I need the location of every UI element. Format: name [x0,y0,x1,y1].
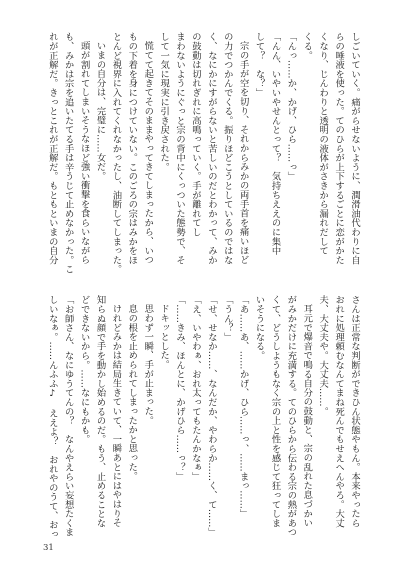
text-column: ドキッとした。 [158,304,170,370]
dialogue-column: 「あ……あ、……かげ、ひら……っ、……まっ……」 [237,295,249,519]
text-column: けれどみかは結局生きていて、一瞬あとにはやはりそ [110,304,122,528]
text-column: さんは正常な判断ができひん状態やもん。本来やったら [349,295,360,528]
text-column: どできないから。……なにもかも。 [78,295,90,444]
text-column: れが正解だ。きっとこれが正解だ。もともといまの自分 [46,32,58,265]
text-column: いまの自分は、完璧に……女だ。 [94,41,106,181]
text-column: の力でつかんでくる。振りほどこうとしているのではな [221,32,233,265]
text-column: 頭が割れてしまいそうなほど強い衝撃を食らいながら [78,41,90,265]
dialogue-column: 「んん、いやいやせんとって？ 気持ちええのに集中 [269,32,281,256]
text-column: しごいていく。痛がらせないように、潤滑油代わりに自 [349,32,360,265]
text-column: おれに処理頼むなんてまね死んでもせえへんやろ。大丈 [333,295,345,528]
text-column: 耳元で爆音で鳴る自分の鼓動と、宗の乱れた息づかい [301,304,313,528]
text-column: もの下着を身につけていない。このごろの宗はみかをほ [126,32,138,265]
dialogue-column: 「お師さん、なにゆうてんの？ なんやえらい妄想たくま [62,295,74,537]
text-column: くて、どうしようもなく宗の上と性を感じて狂ってしま [269,295,281,528]
page-number: 31 [43,543,54,553]
dialogue-column: 「んっ……か、かげ、ひら……っ」 [285,32,297,181]
text-column: して一気に現実に引き戻された。 [158,32,170,172]
bottom-text-block [42,295,362,543]
text-column: 知らぬ顔で手を動かし始めるのだ。もう、止めることな [94,295,106,528]
text-column: 慌てて起きてそのままやってきてしまったから、いつ [142,41,154,265]
text-column: 宗の手が空を切り、それからみかの両手首を痛いほど [237,41,249,265]
dialogue-column: して？ な？」 [253,32,265,98]
text-column: も、みかは宗を追いたてる手は辛うじて止めなかった。こ [62,32,74,274]
text-column: らの唾液を使った。てのひらが上下するごとに恋がかた [333,32,345,265]
dialogue-column: 「うん？」 [221,295,233,342]
text-column: いそうになる。 [253,295,265,361]
text-column: 夫、大丈夫や。大丈夫……。 [317,295,329,416]
text-column: まわないようにぐっと宗の背中にくっついた態勢で、そ [174,32,186,265]
dialogue-column: 「え、いやわぁ、おれ太ってもたんかなぁ」 [189,295,201,481]
text-column: くる。 [301,32,313,60]
text-column: く、なにかにすがらないと苦しいのだとわかって、みか [205,32,217,265]
dialogue-column: 「せ、せなか……、なんだか、やわらか……く、て……」 [205,295,217,537]
text-column: とんど視界に入れてくれなかったし、油断してしまった。 [110,32,122,274]
text-column: がみかだけに充満する。てのひらから伝わる宗の熱があつ [285,295,297,537]
text-column: の鼓動は切れぎれに高鳴っていく。手が離れてし [189,32,201,237]
text-column: 息の根を止められてしまったかと思った。 [126,304,138,481]
dialogue-column: 「……きみ、ほんとに、かげひら……っ？」 [174,295,186,481]
dialogue-column: しいなぁ。……んふふ♪ ええよ？ おれやのうて、おっ [46,295,58,539]
text-column: 思わず一瞬、手が止まった。 [142,304,154,426]
top-text-block [42,32,362,280]
text-column: くなり、じんわりと透明の液体がさきから漏れだして [317,32,329,256]
